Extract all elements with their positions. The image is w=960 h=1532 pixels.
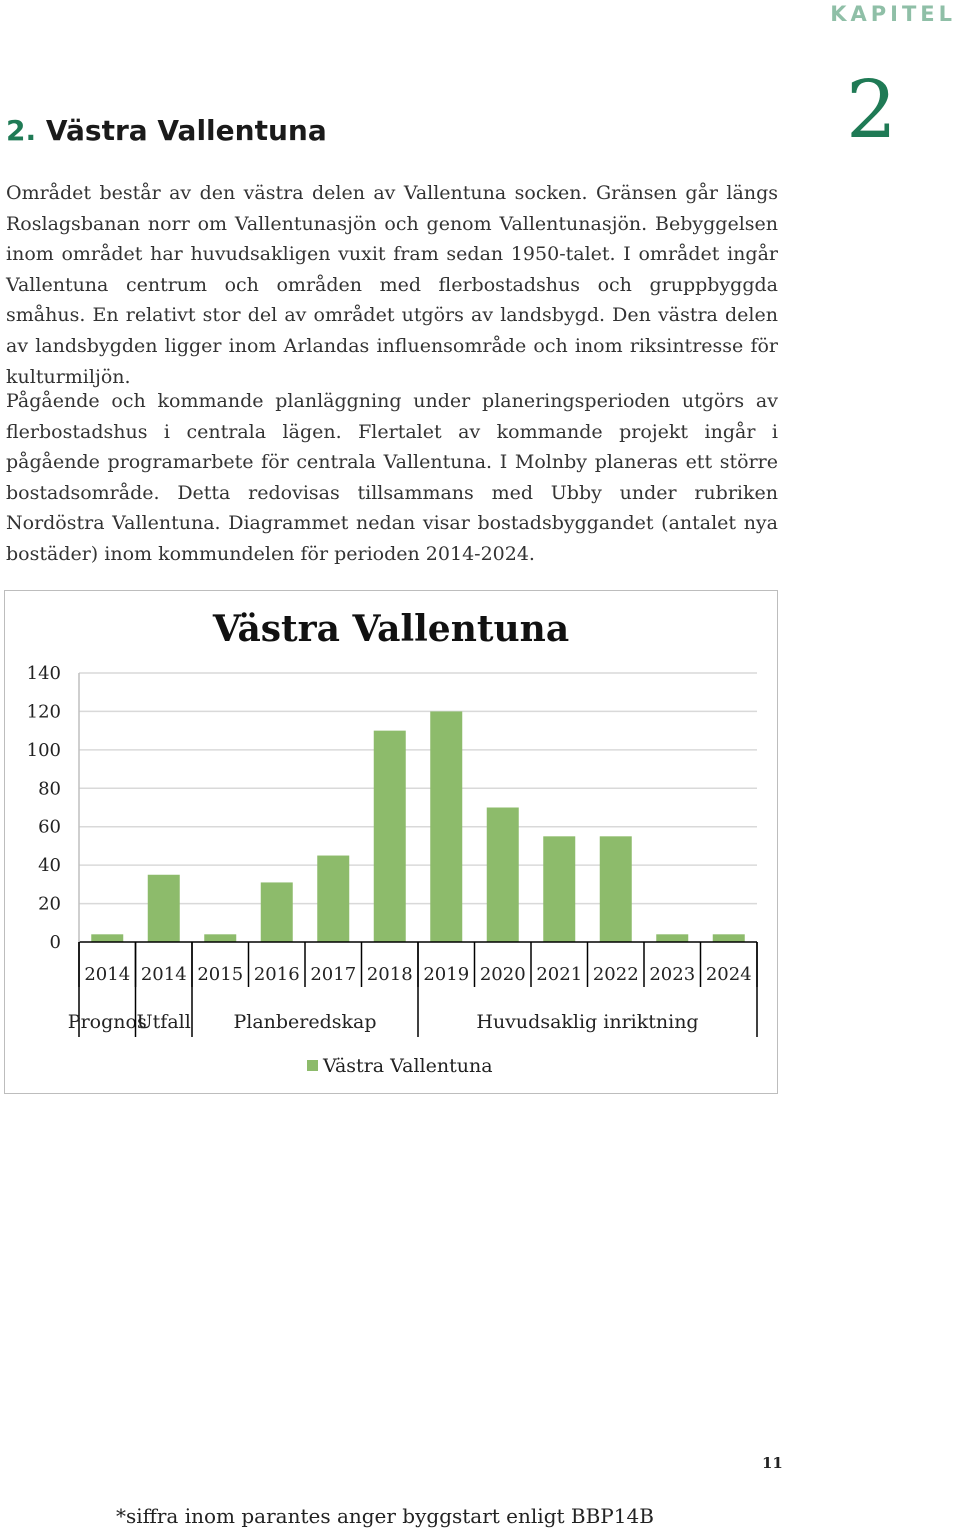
bar xyxy=(261,882,293,942)
x-category-label: 2014 xyxy=(84,964,131,985)
section-heading xyxy=(6,114,327,147)
page-number: 11 xyxy=(762,1454,783,1472)
x-group-label: Prognos xyxy=(67,1011,147,1033)
x-category-label: 2023 xyxy=(649,964,696,985)
y-tick-label: 60 xyxy=(38,816,61,838)
paragraph-1: Området består av den västra delen av Vallentuna socken. Gränsen går längs Roslagsbanan norr om Vallentunasjön och genom Vallentunasjön. Bebyggelsen inom området har huvudsakligen vuxit fram sedan 1950-talet. I området ingår Vallentuna centrum och områden med flerbostadshus och gruppbyggda småhus. En relativt stor del av området utgörs av landsbygd. Den västra delen av landsbygden ligger inom Arlandas influensområde och inom riksintresse för kulturmiljön. xyxy=(6,182,778,388)
bar xyxy=(600,836,632,942)
bar xyxy=(543,836,575,942)
x-group-label: Huvudsaklig inriktning xyxy=(476,1011,699,1033)
y-tick-label: 120 xyxy=(26,701,61,723)
x-category-label: 2014 xyxy=(140,964,187,985)
x-category-label: 2022 xyxy=(592,964,639,985)
footnote: *siffra inom parantes anger byggstart enligt BBP14B xyxy=(116,1504,654,1528)
bar xyxy=(317,856,349,942)
bar xyxy=(91,934,123,942)
x-category-label: 2018 xyxy=(366,964,413,985)
x-group-label: Utfall xyxy=(136,1011,191,1033)
x-category-label: 2020 xyxy=(479,964,526,985)
bar xyxy=(713,934,745,942)
x-group-label: Planberedskap xyxy=(233,1011,377,1033)
x-category-label: 2019 xyxy=(423,964,470,985)
y-tick-label: 0 xyxy=(49,932,61,953)
y-tick-label: 20 xyxy=(38,893,61,915)
bar xyxy=(430,711,462,942)
x-category-label: 2017 xyxy=(310,964,357,985)
bar xyxy=(487,808,519,943)
x-category-label: 2016 xyxy=(253,964,300,985)
legend-swatch xyxy=(307,1060,318,1071)
section-number: 2. xyxy=(6,114,37,147)
bar xyxy=(204,934,236,942)
paragraph-2: Pågående och kommande planläggning under planeringsperioden utgörs av flerbostadshus i centrala lägen. Flertalet av kommande projekt ingår i pågående programarbete för centrala Vallentuna. I Molnby planeras ett större bostadsområde. Detta redovisas tillsammans med Ubby under rubriken Nordöstra Vallentuna. Diagrammet nedan visar bostadsbyggandet (antalet nya bostäder) inom kommundelen för perioden 2014-2024. xyxy=(6,390,778,565)
chart-title: Västra Vallentuna xyxy=(212,608,570,650)
section-title: Västra Vallentuna xyxy=(45,114,327,147)
y-tick-label: 100 xyxy=(26,739,61,761)
kapitel-label: KAPITEL xyxy=(830,2,956,26)
y-tick-label: 140 xyxy=(26,663,61,684)
x-category-label: 2015 xyxy=(197,964,244,985)
y-tick-label: 80 xyxy=(38,778,61,800)
legend-label: Västra Vallentuna xyxy=(323,1055,493,1077)
bar xyxy=(148,875,180,942)
x-category-label: 2024 xyxy=(705,964,752,985)
bar xyxy=(374,731,406,942)
x-category-label: 2021 xyxy=(536,964,583,985)
chapter-number: 2 xyxy=(846,63,897,156)
y-tick-label: 40 xyxy=(38,855,61,877)
chart-container xyxy=(4,590,778,1094)
bar-chart xyxy=(5,591,777,1093)
bar xyxy=(656,934,688,942)
